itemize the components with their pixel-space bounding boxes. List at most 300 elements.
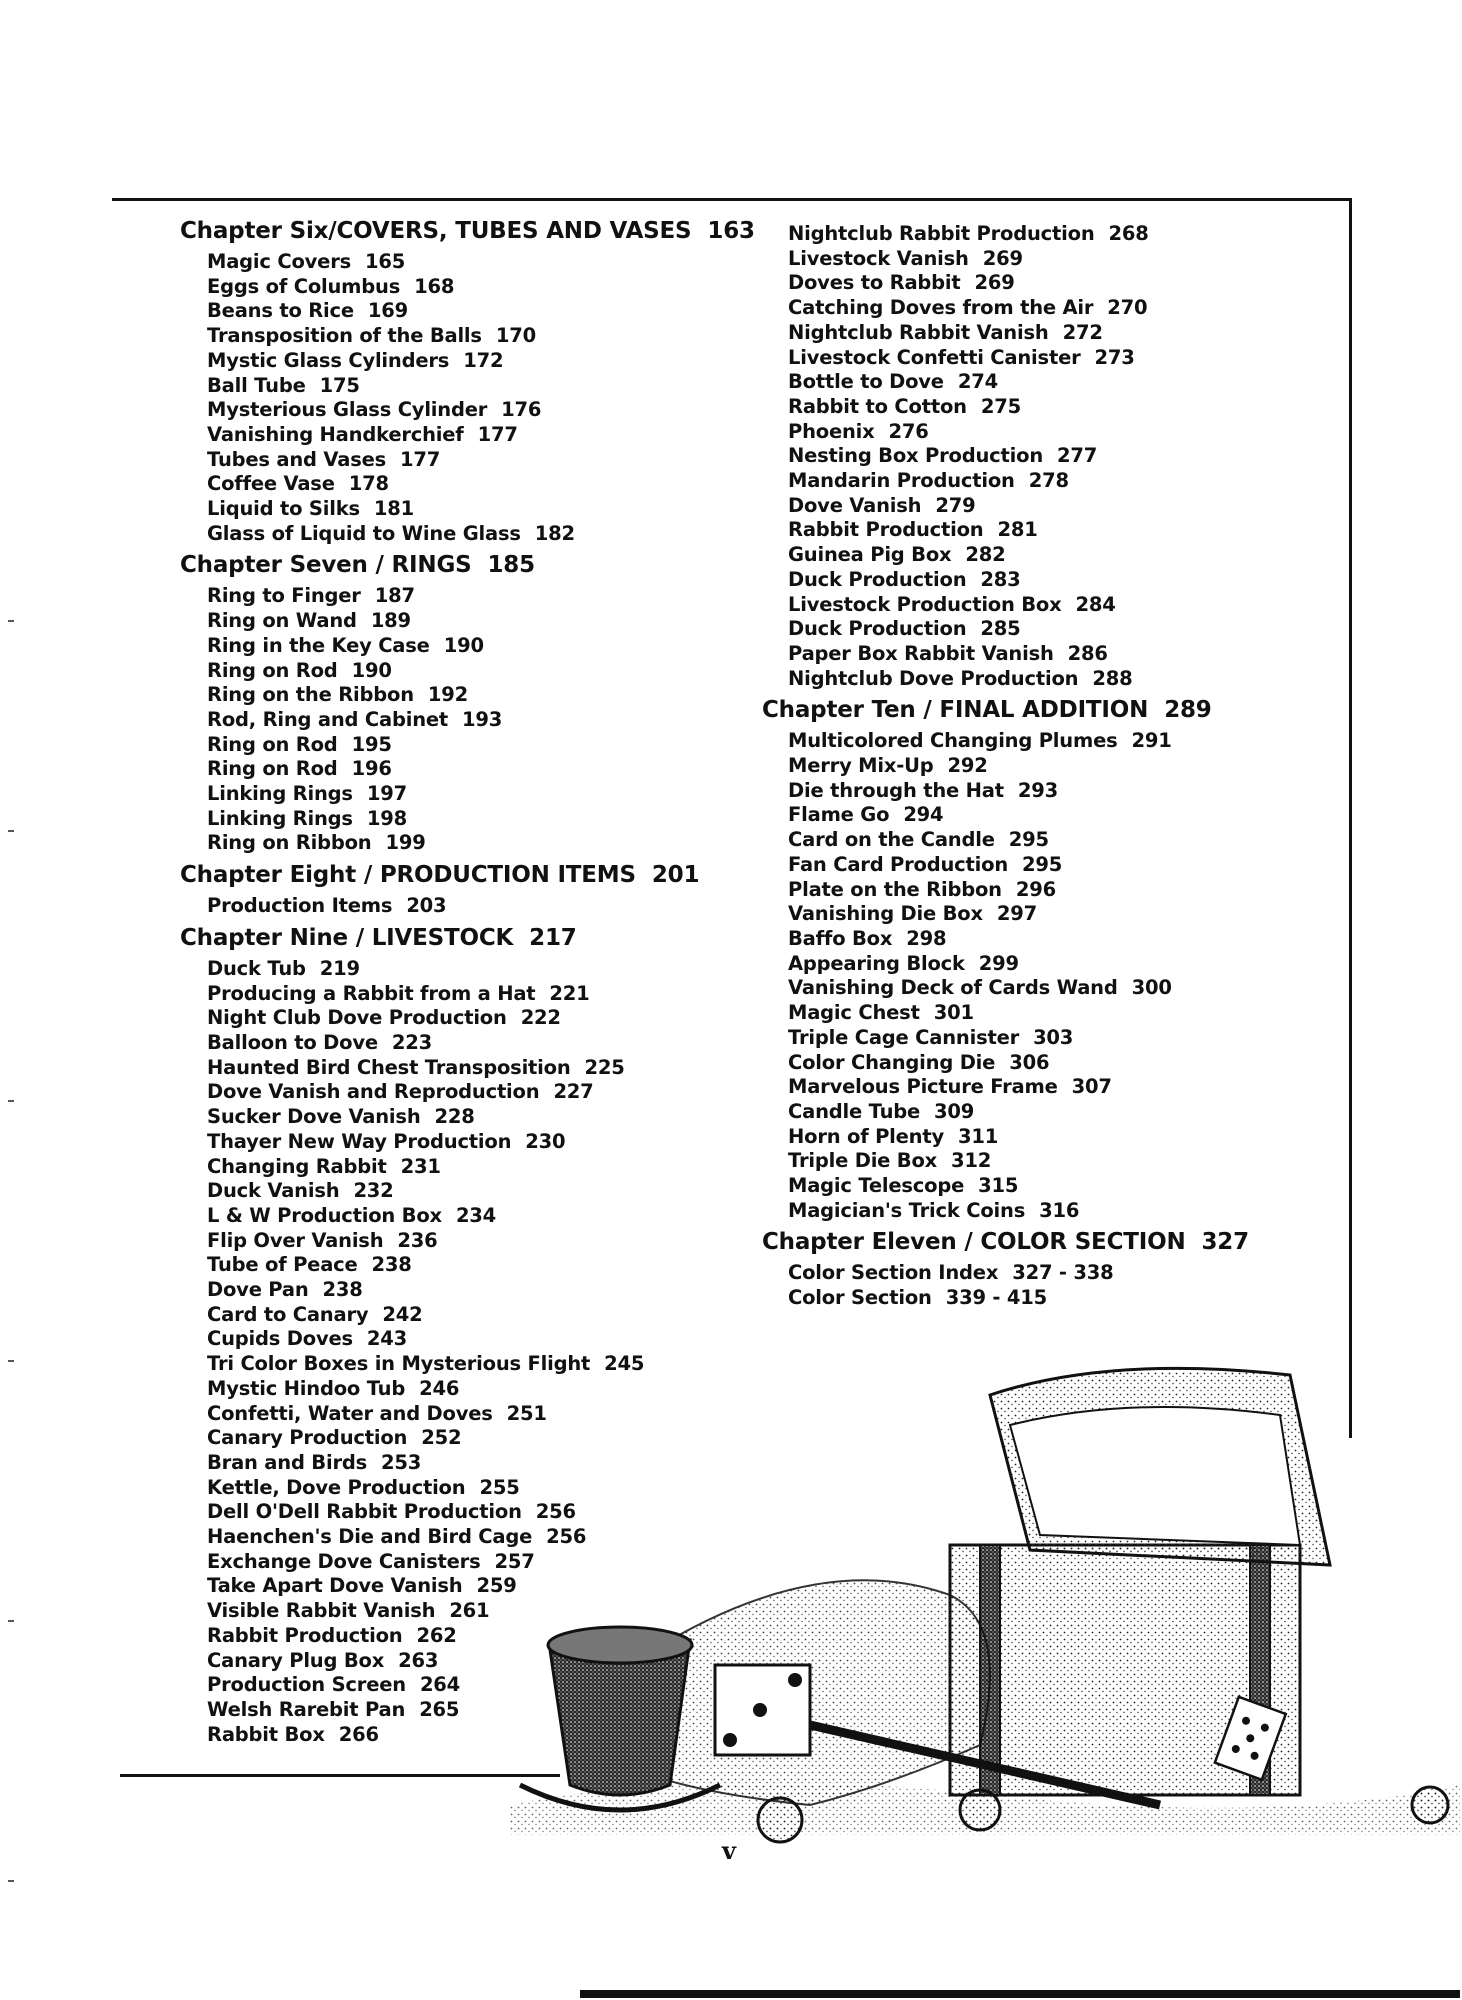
toc-entry-page: 261 xyxy=(449,1599,490,1623)
toc-entry xyxy=(207,1056,740,1081)
toc-entry-title: Rabbit Production xyxy=(207,1623,403,1647)
toc-entry-title: Duck Production xyxy=(788,617,967,641)
toc-entry-title: Livestock Vanish xyxy=(788,246,969,270)
toc-entry-title: Tri Color Boxes in Mysterious Flight xyxy=(207,1352,591,1376)
toc-entry-title: Production Screen xyxy=(207,1673,406,1697)
toc-entry-title: Magic Chest xyxy=(788,1001,920,1025)
toc-entry-title: Rabbit to Cotton xyxy=(788,394,967,418)
toc-entry-page: 283 xyxy=(980,567,1021,591)
binding-mark xyxy=(8,1100,14,1102)
chapter-title: Chapter Six/COVERS, TUBES AND VASES xyxy=(180,218,692,244)
toc-entry-page: 245 xyxy=(604,1352,645,1376)
toc-entry xyxy=(788,296,1342,321)
page-bottom-bar xyxy=(580,1990,1460,1998)
toc-entry-page: 288 xyxy=(1092,666,1133,690)
toc-entry xyxy=(207,708,740,733)
toc-entry-page: 279 xyxy=(935,493,976,517)
toc-entry xyxy=(207,448,740,473)
page-folio: v xyxy=(722,1836,736,1865)
toc-entry-title: Duck Tub xyxy=(207,956,306,980)
toc-entry xyxy=(207,472,740,497)
toc-entry xyxy=(788,444,1342,469)
toc-entry-page: 228 xyxy=(434,1105,475,1129)
toc-entry-title: Magic Telescope xyxy=(788,1174,965,1198)
toc-entry-page: 297 xyxy=(996,902,1037,926)
toc-entry xyxy=(788,754,1342,779)
toc-entry-page: 232 xyxy=(353,1179,394,1203)
toc-entry-page: 294 xyxy=(903,803,944,827)
toc-entry xyxy=(788,1286,1342,1311)
chapter-page: 327 xyxy=(1201,1229,1249,1256)
toc-entry-title: Welsh Rarebit Pan xyxy=(207,1697,406,1721)
toc-entry-title: Marvelous Picture Frame xyxy=(788,1075,1058,1099)
toc-entry-list xyxy=(207,250,740,546)
toc-entry-page: 281 xyxy=(997,518,1038,542)
toc-entry xyxy=(788,617,1342,642)
toc-entry xyxy=(788,346,1342,371)
chapter-heading xyxy=(180,860,740,890)
toc-entry-title: Triple Cage Cannister xyxy=(788,1025,1020,1049)
toc-entry-page: 225 xyxy=(584,1055,625,1079)
toc-entry xyxy=(788,494,1342,519)
toc-entry-page: 264 xyxy=(419,1673,461,1697)
toc-entry-page: 203 xyxy=(406,894,447,918)
toc-entry-page: 298 xyxy=(906,926,947,950)
toc-entry-title: Kettle, Dove Production xyxy=(207,1475,466,1499)
chapter-heading xyxy=(180,923,740,953)
toc-entry-title: Color Changing Die xyxy=(788,1050,996,1074)
toc-entry-page: 273 xyxy=(1094,345,1135,369)
toc-entry xyxy=(788,395,1342,420)
toc-entry-page: 276 xyxy=(888,419,929,443)
toc-entry-page: 256 xyxy=(546,1525,587,1549)
toc-entry-title: Exchange Dove Canisters xyxy=(207,1549,481,1573)
toc-entry-title: Triple Die Box xyxy=(788,1149,938,1173)
toc-entry-page: 196 xyxy=(351,757,392,781)
toc-entry-page: 282 xyxy=(965,543,1006,567)
toc-entry-title: Transposition of the Balls xyxy=(207,324,482,348)
toc-entry-page: 278 xyxy=(1028,469,1069,493)
toc-entry xyxy=(207,1204,740,1229)
chapter-title: Chapter Eight / PRODUCTION ITEMS xyxy=(180,862,636,889)
toc-entry-title: Mystic Glass Cylinders xyxy=(207,348,450,372)
toc-entry-list xyxy=(207,584,740,856)
toc-entry-page: 170 xyxy=(495,324,536,348)
toc-entry-page: 263 xyxy=(398,1648,439,1672)
toc-entry xyxy=(207,1105,740,1130)
toc-entry-page: 312 xyxy=(951,1149,992,1173)
toc-entry-page: 277 xyxy=(1057,444,1098,468)
toc-entry-page: 301 xyxy=(933,1001,974,1025)
toc-entry xyxy=(207,1179,740,1204)
toc-right-column xyxy=(762,222,1342,1315)
toc-entry-title: Rod, Ring and Cabinet xyxy=(207,707,449,731)
toc-entry-page: 284 xyxy=(1075,592,1116,616)
toc-entry xyxy=(788,927,1342,952)
toc-entry xyxy=(207,831,740,856)
chapter-page: 217 xyxy=(529,924,577,951)
toc-entry-page: 178 xyxy=(348,472,389,496)
toc-entry-title: Linking Rings xyxy=(207,782,353,806)
toc-entry-page: 256 xyxy=(535,1500,576,1524)
toc-entry-page: 251 xyxy=(506,1401,547,1425)
binding-mark xyxy=(8,1620,14,1622)
toc-entry-title: Vanishing Die Box xyxy=(788,902,983,926)
toc-entry-page: 270 xyxy=(1107,296,1148,320)
toc-entry-title: Fan Card Production xyxy=(788,852,1009,876)
toc-entry-title: Dove Vanish and Reproduction xyxy=(207,1080,540,1104)
toc-entry-page: 238 xyxy=(371,1253,412,1277)
toc-entry-title: Canary Production xyxy=(207,1426,408,1450)
toc-entry-page: 168 xyxy=(414,274,455,298)
toc-entry xyxy=(207,1080,740,1105)
toc-entry xyxy=(788,803,1342,828)
toc-entry-list xyxy=(788,729,1342,1223)
toc-entry xyxy=(788,247,1342,272)
toc-entry-title: Card to Canary xyxy=(207,1302,369,1326)
toc-entry-title: Night Club Dove Production xyxy=(207,1006,507,1030)
toc-entry xyxy=(207,299,740,324)
toc-entry-title: L & W Production Box xyxy=(207,1203,442,1227)
toc-entry-title: Ring on the Ribbon xyxy=(207,683,414,707)
toc-entry-page: 285 xyxy=(980,617,1021,641)
toc-entry-title: Liquid to Silks xyxy=(207,497,360,521)
toc-entry-title: Mandarin Production xyxy=(788,469,1015,493)
toc-entry-page: 190 xyxy=(351,658,392,682)
toc-entry-page: 274 xyxy=(957,370,998,394)
toc-entry-page: 177 xyxy=(477,422,518,446)
toc-entry xyxy=(788,593,1342,618)
toc-entry-title: Phoenix xyxy=(788,419,875,443)
toc-entry-page: 303 xyxy=(1033,1025,1074,1049)
toc-entry xyxy=(788,976,1342,1001)
toc-entry-title: Multicolored Changing Plumes xyxy=(788,729,1118,753)
toc-entry-page: 182 xyxy=(534,521,575,545)
toc-entry-title: Glass of Liquid to Wine Glass xyxy=(207,521,521,545)
toc-entry-title: Ring on Rod xyxy=(207,732,338,756)
toc-entry xyxy=(207,782,740,807)
toc-entry-page: 309 xyxy=(934,1099,975,1123)
toc-entry-title: Canary Plug Box xyxy=(207,1648,385,1672)
toc-entry-title: Nightclub Rabbit Vanish xyxy=(788,320,1049,344)
toc-entry-title: Visible Rabbit Vanish xyxy=(207,1599,436,1623)
toc-entry xyxy=(207,275,740,300)
toc-entry-page: 223 xyxy=(391,1030,432,1054)
toc-entry xyxy=(207,1253,740,1278)
toc-entry-title: Beans to Rice xyxy=(207,299,354,323)
toc-entry-page: 255 xyxy=(479,1475,520,1499)
toc-entry-title: Vanishing Deck of Cards Wand xyxy=(788,976,1118,1000)
toc-entry-title: Production Items xyxy=(207,894,393,918)
toc-entry-page: 230 xyxy=(525,1129,566,1153)
toc-entry-page: 169 xyxy=(367,299,409,323)
toc-entry-title: Flip Over Vanish xyxy=(207,1228,384,1252)
toc-entry-page: 195 xyxy=(351,732,392,756)
toc-entry-title: Producing a Rabbit from a Hat xyxy=(207,981,536,1005)
toc-entry-page: 222 xyxy=(520,1006,561,1030)
toc-entry xyxy=(207,1303,740,1328)
toc-entry-page: 246 xyxy=(419,1376,460,1400)
frame-rule-right xyxy=(1349,198,1352,1438)
toc-entry xyxy=(788,642,1342,667)
toc-entry-page: 236 xyxy=(397,1228,438,1252)
toc-entry xyxy=(207,894,740,919)
toc-entry-list xyxy=(788,222,1342,691)
toc-entry xyxy=(207,584,740,609)
toc-entry-title: Rabbit Box xyxy=(207,1722,325,1746)
toc-entry-title: Bottle to Dove xyxy=(788,370,944,394)
toc-entry-title: Livestock Production Box xyxy=(788,592,1062,616)
toc-entry xyxy=(207,733,740,758)
toc-entry-title: Coffee Vase xyxy=(207,472,335,496)
ball-icon xyxy=(758,1798,802,1842)
toc-entry-page: 327 - 338 xyxy=(1012,1261,1114,1285)
toc-entry xyxy=(207,497,740,522)
toc-entry-page: 176 xyxy=(501,398,542,422)
toc-entry xyxy=(788,321,1342,346)
chapter-title: Chapter Eleven / COLOR SECTION xyxy=(762,1229,1186,1256)
toc-entry-title: Haenchen's Die and Bird Cage xyxy=(207,1525,533,1549)
toc-entry-title: Tubes and Vases xyxy=(207,447,387,471)
toc-entry xyxy=(788,1174,1342,1199)
toc-entry xyxy=(207,609,740,634)
toc-entry-title: Dove Vanish xyxy=(788,493,922,517)
toc-entry-page: 307 xyxy=(1071,1075,1112,1099)
toc-entry-page: 262 xyxy=(416,1623,457,1647)
toc-entry xyxy=(207,398,740,423)
toc-entry-page: 252 xyxy=(421,1426,462,1450)
toc-entry-page: 300 xyxy=(1131,976,1172,1000)
toc-entry-title: Haunted Bird Chest Transposition xyxy=(207,1055,571,1079)
chapter-page: 201 xyxy=(651,862,700,889)
toc-entry-page: 339 - 415 xyxy=(945,1286,1047,1310)
toc-entry-page: 175 xyxy=(319,373,360,397)
toc-entry-title: Paper Box Rabbit Vanish xyxy=(788,641,1054,665)
toc-entry xyxy=(788,420,1342,445)
toc-entry-page: 295 xyxy=(1008,828,1049,852)
toc-entry xyxy=(788,543,1342,568)
chapter-heading xyxy=(762,695,1342,725)
chapter-title: Chapter Ten / FINAL ADDITION xyxy=(762,697,1149,724)
frame-rule-bottom xyxy=(120,1774,560,1777)
toc-entry-page: 286 xyxy=(1067,641,1108,665)
toc-entry xyxy=(788,1026,1342,1051)
toc-entry-title: Nightclub Rabbit Production xyxy=(788,222,1095,245)
toc-entry-page: 315 xyxy=(978,1174,1019,1198)
toc-entry xyxy=(207,423,740,448)
chapter-heading xyxy=(762,1227,1342,1257)
toc-entry-title: Balloon to Dove xyxy=(207,1030,378,1054)
toc-entry-page: 306 xyxy=(1009,1050,1050,1074)
toc-entry-page: 221 xyxy=(549,981,590,1005)
toc-entry-title: Die through the Hat xyxy=(788,778,1004,802)
toc-entry-page: 292 xyxy=(947,754,988,778)
toc-entry-page: 190 xyxy=(443,633,484,657)
toc-entry-page: 266 xyxy=(338,1722,379,1746)
toc-entry-page: 193 xyxy=(462,707,503,731)
binding-mark xyxy=(8,830,14,832)
toc-entry-page: 269 xyxy=(982,246,1023,270)
toc-entry-page: 198 xyxy=(366,806,407,830)
toc-entry xyxy=(207,1130,740,1155)
toc-entry-list xyxy=(207,894,740,919)
toc-entry-title: Doves to Rabbit xyxy=(788,271,961,295)
toc-entry xyxy=(788,1199,1342,1224)
toc-entry-title: Eggs of Columbus xyxy=(207,274,401,298)
toc-entry-title: Ring on Rod xyxy=(207,658,338,682)
toc-entry-page: 293 xyxy=(1017,778,1058,802)
toc-entry-title: Ball Tube xyxy=(207,373,306,397)
toc-entry-title: Plate on the Ribbon xyxy=(788,877,1002,901)
toc-entry-page: 316 xyxy=(1039,1198,1080,1222)
toc-entry xyxy=(207,683,740,708)
ball-icon xyxy=(960,1790,1000,1830)
toc-entry-page: 231 xyxy=(400,1154,441,1178)
toc-entry-page: 189 xyxy=(370,609,411,633)
toc-entry-page: 197 xyxy=(366,782,407,806)
toc-entry-title: Catching Doves from the Air xyxy=(788,296,1094,320)
toc-entry xyxy=(207,659,740,684)
toc-entry-title: Color Section xyxy=(788,1286,932,1310)
toc-entry-title: Color Section Index xyxy=(788,1261,999,1285)
toc-entry xyxy=(207,1031,740,1056)
toc-entry-page: 177 xyxy=(400,447,441,471)
toc-entry-title: Duck Vanish xyxy=(207,1179,340,1203)
binding-mark xyxy=(8,1880,14,1882)
toc-entry-title: Ring on Ribbon xyxy=(207,831,372,855)
toc-entry-title: Livestock Confetti Canister xyxy=(788,345,1081,369)
toc-entry xyxy=(207,1155,740,1180)
toc-entry xyxy=(788,902,1342,927)
binding-mark xyxy=(8,620,14,622)
toc-entry-page: 243 xyxy=(366,1327,408,1351)
toc-entry xyxy=(207,250,740,275)
toc-entry-title: Ring in the Key Case xyxy=(207,633,430,657)
toc-entry-title: Baffo Box xyxy=(788,926,893,950)
toc-entry-page: 295 xyxy=(1022,852,1063,876)
toc-entry-page: 199 xyxy=(385,831,426,855)
toc-entry xyxy=(207,757,740,782)
chapter-page: 289 xyxy=(1164,697,1212,724)
toc-entry-title: Mystic Hindoo Tub xyxy=(207,1376,406,1400)
toc-entry xyxy=(207,374,740,399)
toc-entry-page: 238 xyxy=(322,1278,363,1302)
toc-entry-title: Ring on Rod xyxy=(207,757,338,781)
toc-entry-page: 268 xyxy=(1108,222,1149,245)
toc-entry xyxy=(207,957,740,982)
chapter-page: 185 xyxy=(487,552,535,579)
toc-entry-title: Sucker Dove Vanish xyxy=(207,1105,421,1129)
toc-entry-page: 242 xyxy=(382,1302,423,1326)
toc-entry-title: Dell O'Dell Rabbit Production xyxy=(207,1500,522,1524)
toc-entry-page: 311 xyxy=(958,1124,999,1148)
toc-entry xyxy=(788,1261,1342,1286)
toc-entry xyxy=(788,878,1342,903)
toc-entry-title: Linking Rings xyxy=(207,806,353,830)
toc-entry xyxy=(207,522,740,547)
toc-entry xyxy=(788,729,1342,754)
toc-entry-page: 257 xyxy=(494,1549,535,1573)
toc-entry-page: 165 xyxy=(365,250,406,273)
toc-entry-page: 269 xyxy=(974,271,1015,295)
toc-entry-title: Candle Tube xyxy=(788,1099,921,1123)
toc-entry xyxy=(788,779,1342,804)
toc-entry xyxy=(207,1327,740,1352)
toc-entry-page: 172 xyxy=(463,348,504,372)
toc-entry xyxy=(788,1051,1342,1076)
toc-entry-title: Merry Mix-Up xyxy=(788,754,934,778)
chapter-heading xyxy=(180,550,740,580)
toc-entry-title: Guinea Pig Box xyxy=(788,543,952,567)
toc-entry-title: Cupids Doves xyxy=(207,1327,353,1351)
toc-entry-title: Thayer New Way Production xyxy=(207,1129,512,1153)
toc-entry xyxy=(788,667,1342,692)
toc-entry xyxy=(788,1149,1342,1174)
toc-entry-title: Mysterious Glass Cylinder xyxy=(207,398,488,422)
toc-entry-title: Tube of Peace xyxy=(207,1253,358,1277)
chapter-title: Chapter Nine / LIVESTOCK xyxy=(180,924,514,951)
toc-entry-title: Ring on Wand xyxy=(207,609,357,633)
toc-entry xyxy=(207,1006,740,1031)
toc-entry-title: Appearing Block xyxy=(788,951,965,975)
toc-entry xyxy=(788,1125,1342,1150)
toc-entry-page: 192 xyxy=(427,683,469,707)
toc-entry xyxy=(788,222,1342,247)
toc-entry-page: 234 xyxy=(455,1203,497,1227)
toc-entry-title: Nesting Box Production xyxy=(788,444,1044,468)
toc-entry-page: 219 xyxy=(319,956,360,980)
toc-entry-page: 299 xyxy=(978,951,1019,975)
toc-entry-title: Horn of Plenty xyxy=(788,1124,944,1148)
toc-entry-title: Confetti, Water and Doves xyxy=(207,1401,493,1425)
die-icon xyxy=(715,1665,810,1755)
toc-entry-title: Card on the Candle xyxy=(788,828,995,852)
toc-entry xyxy=(207,982,740,1007)
toc-entry-title: Magician's Trick Coins xyxy=(788,1198,1026,1222)
toc-entry xyxy=(207,1229,740,1254)
toc-entry xyxy=(788,370,1342,395)
toc-entry-title: Flame Go xyxy=(788,803,890,827)
magic-props-illustration xyxy=(510,1365,1460,1845)
toc-entry-page: 259 xyxy=(476,1574,517,1598)
toc-entry-title: Bran and Birds xyxy=(207,1450,368,1474)
toc-entry xyxy=(788,828,1342,853)
toc-entry xyxy=(788,1075,1342,1100)
toc-entry-page: 227 xyxy=(553,1080,594,1104)
toc-entry xyxy=(788,853,1342,878)
toc-entry-title: Vanishing Handkerchief xyxy=(207,422,464,446)
toc-entry xyxy=(788,1001,1342,1026)
chapter-title: Chapter Seven / RINGS xyxy=(180,552,472,579)
toc-entry xyxy=(788,568,1342,593)
toc-entry-title: Duck Production xyxy=(788,567,967,591)
ball-icon xyxy=(1412,1787,1448,1823)
toc-entry-title: Changing Rabbit xyxy=(207,1154,387,1178)
toc-entry-list xyxy=(788,1261,1342,1310)
toc-entry xyxy=(207,1278,740,1303)
binding-mark xyxy=(8,1360,14,1362)
frame-rule-top xyxy=(112,198,1352,201)
toc-entry-title: Nightclub Dove Production xyxy=(788,666,1079,690)
toc-entry-title: Take Apart Dove Vanish xyxy=(207,1574,463,1598)
toc-entry-page: 291 xyxy=(1131,729,1172,753)
toc-entry-title: Rabbit Production xyxy=(788,518,984,542)
toc-entry-title: Dove Pan xyxy=(207,1278,309,1302)
toc-entry xyxy=(207,324,740,349)
toc-entry xyxy=(788,271,1342,296)
toc-entry xyxy=(207,634,740,659)
chapter-heading xyxy=(180,216,755,246)
